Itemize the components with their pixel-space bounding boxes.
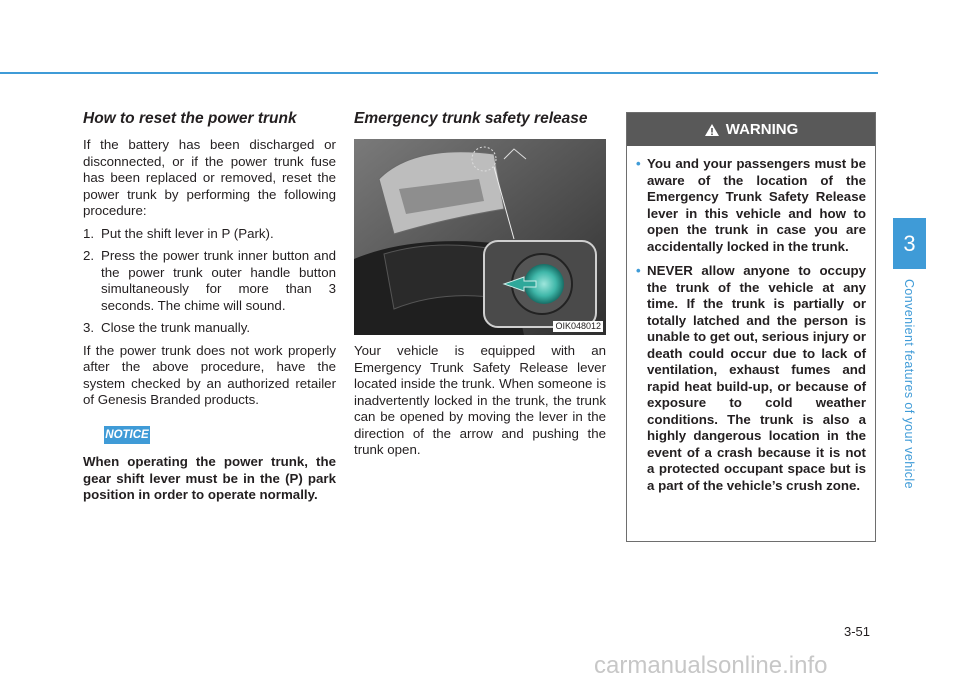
reset-intro-paragraph: If the battery has been discharged or disconnected, or if the power trunk fuse has been replaced or removed, reset the power trunk by performing the following procedure: xyxy=(83,137,336,218)
step-text: Put the shift lever in P (Park). xyxy=(101,225,274,241)
step-text: Press the power trunk inner button and the power trunk outer handle button simultaneously for more than 3 seconds. The chime will sound. xyxy=(101,248,336,313)
section-heading-emergency: Emergency trunk safety release xyxy=(354,110,588,127)
bullet-dot-icon: • xyxy=(636,156,641,171)
warning-bullet xyxy=(636,263,866,494)
section-heading-reset: How to reset the power trunk xyxy=(83,110,297,127)
step-number: 3. xyxy=(83,320,95,335)
left-column xyxy=(83,110,336,409)
warning-body xyxy=(627,146,875,494)
chapter-title-vertical xyxy=(898,279,920,489)
warning-triangle-icon xyxy=(704,123,720,137)
watermark: carmanualsonline.info xyxy=(594,652,828,679)
reset-steps-list xyxy=(83,226,336,337)
header-rule xyxy=(0,72,878,74)
chapter-tab: 3 xyxy=(893,218,926,269)
list-item xyxy=(83,248,336,314)
chapter-title: Convenient features of your vehicle xyxy=(902,279,916,489)
warning-box xyxy=(626,112,876,542)
step-number: 1. xyxy=(83,225,95,241)
image-code: OIK048012 xyxy=(555,321,601,331)
step-number: 2. xyxy=(83,248,95,263)
step-text: Close the trunk manually. xyxy=(101,320,251,335)
notice-badge: NOTICE xyxy=(104,426,150,444)
trunk-illustration xyxy=(354,139,606,335)
list-item xyxy=(83,226,336,243)
warning-bullet-text: You and your passengers must be aware of the location of the Emergency Trunk Safety Release lever in this vehicle and how to open the trunk in case you are accidentally locked in the trunk. xyxy=(647,156,866,254)
warning-bullet xyxy=(636,156,866,255)
notice-text: When operating the power trunk, the gear shift lever must be in the (P) park position in order to operate normally. xyxy=(83,454,336,502)
page-number: 3-51 xyxy=(844,624,871,639)
list-item xyxy=(83,320,336,337)
warning-header xyxy=(627,113,875,146)
warning-title: WARNING xyxy=(725,121,799,138)
warning-bullet-text: NEVER allow anyone to occupy the trunk of the vehicle at any time. If the trunk is partially or totally latched and the person is unable to get out, serious injury or death could occur due to lack of ventilation, exhaust fumes and rapid heat build-up, or because of exposure to cold weather conditions. The trunk is also a highly dangerous location in the event of a crash because it is not a protected occupant space but is a part of the vehicle’s crush zone. xyxy=(647,263,866,493)
bullet-dot-icon: • xyxy=(636,263,641,278)
trunk-release-photo xyxy=(354,139,606,335)
reset-after-paragraph: If the power trunk does not work properly after the above procedure, have the system checked by an authorized retailer of Genesis Branded products. xyxy=(83,342,336,407)
emergency-body-paragraph: Your vehicle is equipped with an Emergency Trunk Safety Release lever located inside the trunk. When someone is inadvertently locked in the trunk, the trunk can be opened by moving the lever in the direction of the arrow and pushing the trunk open. xyxy=(354,343,606,457)
